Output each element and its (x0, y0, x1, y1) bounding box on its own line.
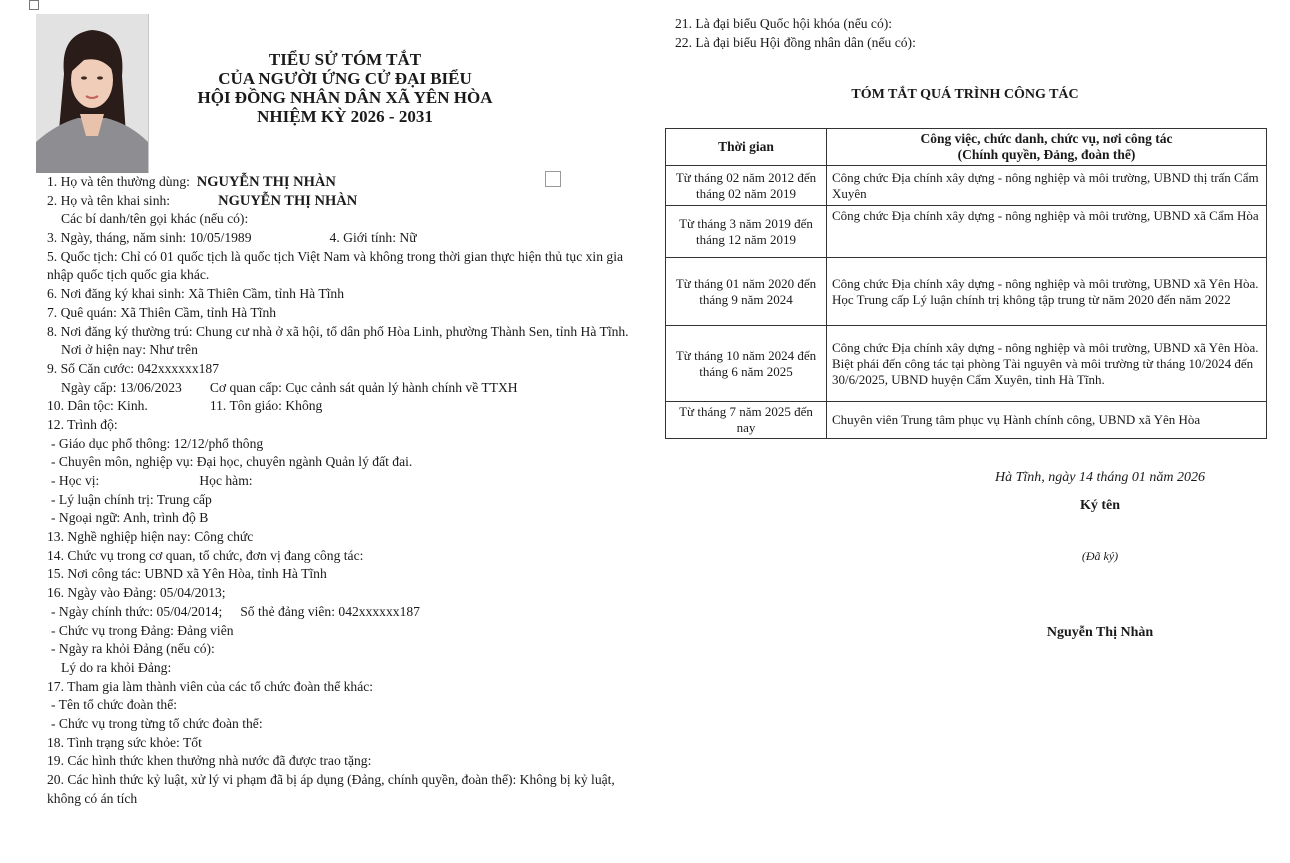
table-row (666, 166, 1267, 206)
field-discipline: 20. Các hình thức kỷ luật, xử lý vi phạm đã bị áp dụng (Đảng, chính quyền, đoàn thể): Không bị kỷ luật, không có án tích (47, 772, 615, 806)
field-birth-name: 2. Họ và tên khai sinh: NGUYỄN THỊ NHÀN (47, 192, 358, 209)
row-time: Từ tháng 02 năm 2012 đến tháng 02 năm 2019 (666, 166, 827, 206)
signature-note: (Đã ký) (1081, 549, 1119, 563)
common-name-value: NGUYỄN THỊ NHÀN (196, 174, 336, 190)
field-general-education: - Giáo dục phổ thông: 12/12/phổ thông (51, 435, 264, 451)
signer-name: Nguyễn Thị Nhàn (1046, 625, 1154, 640)
title-line-4: NHIỆM KỲ 2026 - 2031 (257, 107, 433, 126)
table-header-row (666, 129, 1267, 166)
field-education-heading: 12. Trình độ: (47, 416, 118, 432)
row-time: Từ tháng 10 năm 2024 đến tháng 6 năm 2025 (666, 326, 827, 402)
document-title (170, 50, 520, 126)
field-party-official: - Ngày chính thức: 05/04/2014; Số thẻ đảng viên: 042xxxxxx187 (51, 603, 420, 619)
field-organization-name: - Tên tổ chức đoàn thể: (51, 697, 178, 713)
field-party-leave-date: - Ngày ra khỏi Đảng (nếu có): (51, 641, 215, 657)
header-time: Thời gian (666, 129, 827, 166)
field-party-leave-reason: Lý do ra khỏi Đảng: (61, 659, 172, 675)
table-row (666, 326, 1267, 402)
field-political-theory: - Lý luận chính trị: Trung cấp (51, 491, 212, 507)
gender-value: 4. Giới tính: Nữ (329, 230, 417, 246)
field-occupation: 13. Nghề nghiệp hiện nay: Công chức (47, 529, 254, 545)
portrait-photo (36, 14, 149, 173)
signature-date: Hà Tĩnh, ngày 14 tháng 01 năm 2026 (995, 470, 1205, 485)
field-party-position: - Chức vụ trong Đảng: Đảng viên (51, 622, 234, 638)
row-job: Công chức Địa chính xây dựng - nông nghiệp và môi trường, UBND thị trấn Cẩm Xuyên (827, 166, 1267, 206)
field-dob-gender: 3. Ngày, tháng, năm sinh: 10/05/1989 4. Giới tính: Nữ (47, 230, 417, 246)
row-time: Từ tháng 7 năm 2025 đến nay (666, 402, 827, 439)
field-professional-qualification: - Chuyên môn, nghiệp vụ: Đại học, chuyên ngành Quản lý đất đai. (51, 454, 413, 470)
row-job: Công chức Địa chính xây dựng - nông nghiệp và môi trường, UBND xã Yên Hòa. Học Trung cấp Lý luận chính trị không tập trung từ năm 2020 đến năm 2022 (827, 258, 1267, 326)
field-health: 18. Tình trạng sức khỏe: Tốt (47, 734, 202, 750)
field-foreign-language: - Ngoại ngữ: Anh, trình độ B (51, 510, 209, 526)
table-row (666, 206, 1267, 258)
field-workplace: 15. Nơi công tác: UBND xã Yên Hòa, tỉnh Hà Tĩnh (47, 566, 327, 582)
row-job: Công chức Địa chính xây dựng - nông nghiệp và môi trường, UBND xã Cẩm Hòa (827, 206, 1267, 258)
row-job: Công chức Địa chính xây dựng - nông nghiệp và môi trường, UBND xã Yên Hòa. Biệt phái đến công tác tại phòng Tài nguyên và môi trường từ tháng 10/2024 đến 30/6/2025, UBND huyện Cẩm Xuyên, tỉnh Hà Tĩnh. (827, 326, 1267, 402)
field-alias: Các bí danh/tên gọi khác (nếu có): (61, 211, 249, 227)
row-job: Chuyên viên Trung tâm phục vụ Hành chính công, UBND xã Yên Hòa (827, 402, 1267, 439)
birth-name-value: NGUYỄN THỊ NHÀN (218, 192, 358, 209)
delegate-fields (675, 14, 916, 52)
field-people-council: 22. Là đại biểu Hội đồng nhân dân (nếu có): (675, 35, 916, 50)
field-organization-role: - Chức vụ trong từng tổ chức đoàn thể: (51, 715, 263, 731)
field-degree: - Học vị: Học hàm: (51, 473, 253, 489)
table-row (666, 258, 1267, 326)
table-row (666, 402, 1267, 439)
row-time: Từ tháng 3 năm 2019 đến tháng 12 năm 2019 (666, 206, 827, 258)
title-line-2: CỦA NGƯỜI ỨNG CỬ ĐẠI BIỂU (218, 69, 472, 88)
field-permanent-residence: 8. Nơi đăng ký thường trú: Chung cư nhà ở xã hội, tổ dân phố Hòa Linh, phường Thành Sen, tỉnh Hà Tĩnh. (47, 323, 629, 339)
field-current-residence: Nơi ở hiện nay: Như trên (61, 342, 198, 358)
field-id-number: 9. Số Căn cước: 042xxxxxx187 (47, 360, 220, 376)
signature-label: Ký tên (1079, 498, 1121, 513)
field-awards: 19. Các hình thức khen thưởng nhà nước đã được trao tặng: (47, 753, 372, 769)
biography-fields (47, 173, 637, 808)
field-position: 14. Chức vụ trong cơ quan, tổ chức, đơn vị đang công tác: (47, 547, 364, 563)
field-id-issue: Ngày cấp: 13/06/2023 Cơ quan cấp: Cục cảnh sát quản lý hành chính về TTXH (61, 379, 518, 395)
title-line-1: TIỂU SỬ TÓM TẮT (268, 50, 422, 69)
field-birth-registration: 6. Nơi đăng ký khai sinh: Xã Thiên Cầm, tỉnh Hà Tĩnh (47, 286, 345, 302)
work-history-table (665, 128, 1267, 439)
field-hometown: 7. Quê quán: Xã Thiên Cầm, tỉnh Hà Tĩnh (47, 304, 277, 320)
field-organizations: 17. Tham gia làm thành viên của các tổ chức đoàn thể khác: (47, 678, 374, 694)
field-national-assembly: 21. Là đại biểu Quốc hội khóa (nếu có): (675, 16, 893, 31)
work-history-title: TÓM TẮT QUÁ TRÌNH CÔNG TÁC (851, 87, 1079, 102)
header-job: Công việc, chức danh, chức vụ, nơi công tác (Chính quyền, Đảng, đoàn thể) (827, 129, 1267, 166)
field-party-join-date: 16. Ngày vào Đảng: 05/04/2013; (47, 585, 226, 601)
field-common-name: 1. Họ và tên thường dùng: NGUYỄN THỊ NHÀN (47, 174, 336, 190)
field-nationality: 5. Quốc tịch: Chỉ có 01 quốc tịch là quốc tịch Việt Nam và không trong thời gian thực hiện thủ tục xin gia nhập quốc tịch quốc gia khác. (47, 248, 624, 283)
row-time: Từ tháng 01 năm 2020 đến tháng 9 năm 2024 (666, 258, 827, 326)
title-line-3: HỘI ĐỒNG NHÂN DÂN XÃ YÊN HÒA (197, 88, 493, 107)
page-corner-icon (29, 0, 39, 10)
field-ethnicity-religion: 10. Dân tộc: Kinh. 11. Tôn giáo: Không (47, 398, 323, 414)
